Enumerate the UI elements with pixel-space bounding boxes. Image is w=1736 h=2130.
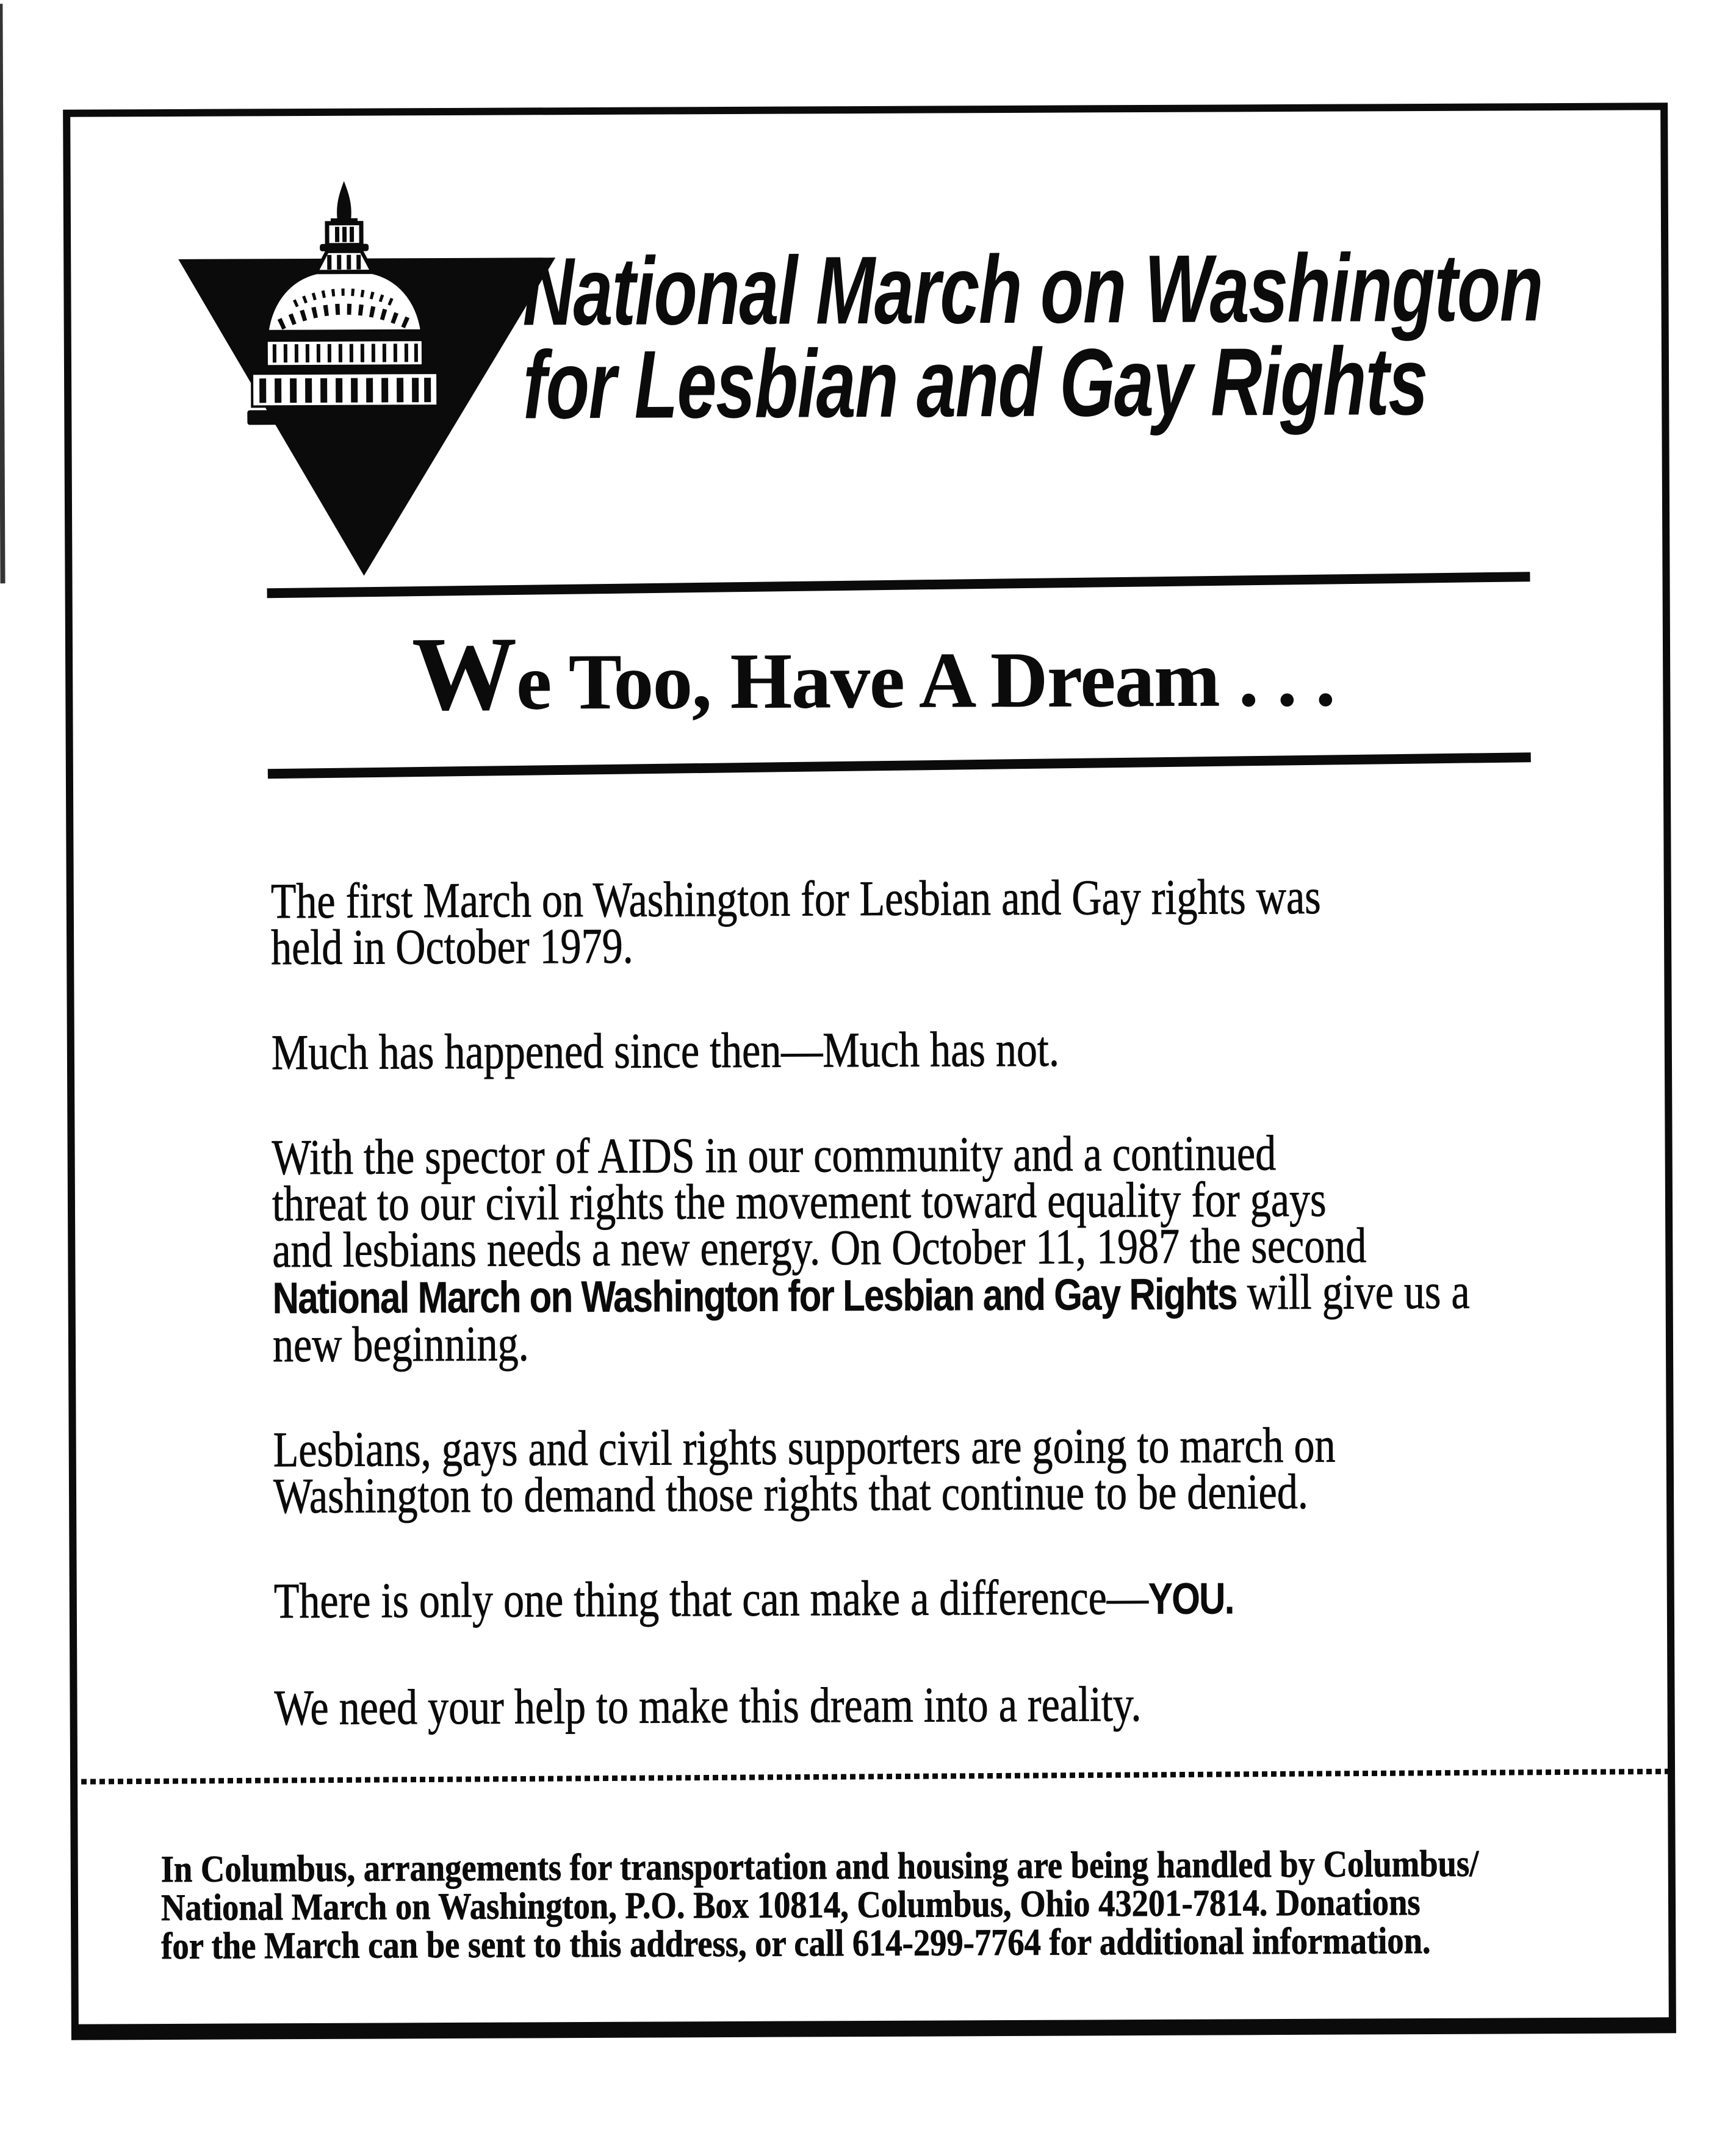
paragraph	[270, 868, 1588, 976]
footer-note: In Columbus, arrangements for transportation and housing are being handled by Columbus/ National March on Washington, P.O. Box 10814, Columbus, Ohio 43201-7814. Donations for the March can be sent to this address, or call 614-299-7764 for additional information.	[160, 1843, 1479, 1968]
body-paragraphs	[270, 868, 1591, 1736]
headline-text: e Too, Have A Dream . . .	[516, 635, 1335, 727]
headline-dropcap: W	[411, 616, 517, 733]
paragraph-text: With the spector of AIDS in our community and a continued threat to our civil rights the movement toward equality for gays and lesbians needs a new energy. On October 11, 1987 the second	[272, 1125, 1367, 1278]
paragraph	[274, 1676, 1591, 1736]
bold-emphasis-text: YOU.	[1148, 1574, 1234, 1624]
masthead-title	[522, 234, 1543, 439]
masthead-title-line1: National March on Washington	[522, 234, 1543, 346]
paragraph	[272, 1125, 1590, 1373]
capitol-dome-icon	[247, 181, 443, 425]
paragraph	[273, 1569, 1591, 1629]
paragraph-text: will give us a new beginning.	[272, 1263, 1470, 1373]
headline	[412, 616, 1335, 758]
paragraph-text: There is only one thing that can make a difference—	[273, 1569, 1149, 1629]
paragraph-text: Much has happened since then—Much has not.	[271, 1021, 1060, 1081]
scan-edge-artifact	[0, 4, 5, 583]
masthead-title-line2: for Lesbian and Gay Rights	[522, 327, 1428, 439]
paragraph-text: We need your help to make this dream into a reality.	[274, 1676, 1142, 1736]
paragraph	[273, 1417, 1591, 1524]
bold-emphasis-text: National March on Washington for Lesbian and Gay Rights	[272, 1270, 1237, 1323]
paragraph-text: Lesbians, gays and civil rights supporters are going to march on Washington to demand those rights that continue to be denied.	[273, 1417, 1336, 1524]
capitol-dome-triangle-icon	[175, 177, 567, 581]
paragraph-text: The first March on Washington for Lesbian and Gay rights was held in October 1979.	[270, 868, 1321, 976]
paragraph	[271, 1021, 1588, 1081]
